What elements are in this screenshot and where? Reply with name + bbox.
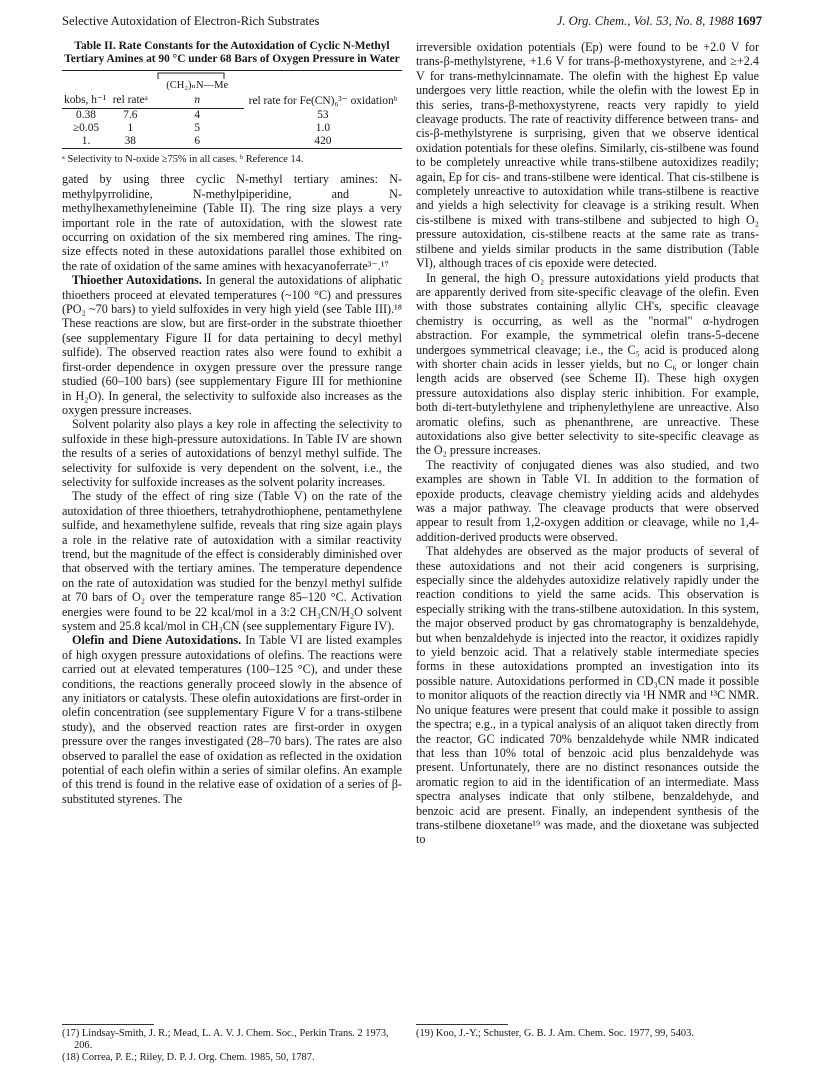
table-row: ≥0.05 1 5 1.0 [72, 122, 331, 135]
running-header-journal [557, 14, 762, 29]
table-caption: Table II. Rate Constants for the Autoxidation of Cyclic N-Methyl Tertiary Amines at 90 °C under 68 Bars of Oxygen Pressure in Water [64, 40, 400, 66]
footnotes-right [416, 1028, 759, 1040]
column-header-rel-rate: rel rateᵃ [110, 93, 150, 109]
footnote-divider [416, 1024, 508, 1025]
footnote: (18) Correa, P. E.; Riley, D. P. J. Org. Chem. 1985, 50, 1787. [62, 1052, 315, 1063]
journal-name: J. Org. Chem., [556, 14, 631, 28]
paragraph: The reactivity of conjugated dienes was also studied, and two examples are shown in Table VI. In addition to the formation of epoxide products, cleavage chemistry yielding acids and aldehydes was a major pathway. The cleavage products that were observed appear to result from 1,2-oxygen addition or cleavage, while no 1,4-addition-derived products were observed. [416, 457, 759, 544]
footnote-divider [62, 1024, 154, 1025]
column-header-kobs-label: kobs, h⁻¹ [62, 93, 110, 109]
right-column [416, 40, 759, 847]
table-row: 0.38 7.6 4 53 [76, 109, 329, 122]
column-header-n: n [151, 93, 244, 109]
paragraph: That aldehydes are observed as the major products of several of these autoxidations and not their acid congeners is surprising, especially since the aldehydes autoxidize relatively rapidly under the reaction conditions to yield the same acids. This observation is especially striking with the trans-stilbene autoxidation. In this system, the major observed product by gas chromatography is benzaldehyde, but when benzaldehyde is injected into the reactor, it oxidizes rapidly to yield benzoic acid. That a relatively stable intermediate species forms in these autoxidations prompted an investigation into its possible nature. Autoxidations performed in CD₃CN made it possible to monitor aliquots of the reaction directly via ¹H NMR and ¹³C NMR. No unique features were present that could make it possible to assign the spectra; e.g., in a typical analysis of an aliquot taken directly from the reactor, GC indicated 70% benzaldehyde while NMR indicated that less than 10% total of benzoic acid plus benzaldehyde was present. Unfortunately, there are no distinct resonances outside the aromatic region to aid in the identification of an intermediate. Mass spectra analyses indicate that only stilbene, benzaldehyde, and benzoic acid are present. Finally, an independent synthesis of the trans-stilbene dioxetane¹⁹ was made, and the dioxetane was subjected to [416, 544, 759, 847]
running-header-title: Selective Autoxidation of Electron-Rich Substrates [62, 14, 320, 28]
footnote: (17) Lindsay-Smith, J. R.; Mead, L. A. V. J. Chem. Soc., Perkin Trans. 2 1973, 206. [62, 1028, 389, 1051]
paragraph: The study of the effect of ring size (Table V) on the rate of the autoxidation of three thioethers, tetrahydrothiophene, pentamethylene sulfide, and hexamethylene sulfide, reveals that ring size again plays a role in the relative rate of autoxidation with a similar reactivity trend, but the magnitude of the effect is considerably diminished over that observed with the tertiary amines. The temperature dependence on the rate of autoxidation was studied for the benzyl methyl sulfide at 70 bars of O₂ over the temperature range 85–120 °C. Activation energies were found to be 22 kcal/mol in a 3:2 CH₃CN/H₂O solvent system and 25.8 kcal/mol in CH₃CN (see supplementary Figure IV). [62, 489, 402, 633]
section-heading-olefin: Olefin and Diene Autoxidations. [72, 633, 242, 648]
rate-constants-table [62, 70, 402, 149]
paragraph: In general, the high O₂ pressure autoxidations yield products that are apparently derived from site-specific cleavage of the olefin. Even with those substrates containing allylic CH's, specific cleavage chemistry is occurring, as well as the "normal" α-hydrogen abstraction. For example, the symmetrical olefin trans-5-decene undergoes symmetrical cleavage; i.e., the C₅ acid is produced along with shorter chain acids in lesser yields, but no C₆ or longer chain length acids are observed (see Scheme II). These high oxygen pressure autoxidations also display steric inhibition. For example, both di-tert-butylethylene and triphenylethylene are unreactive. Also aromatic olefins, such as phenanthrene, are unreactive. These autoxidations also give better selectivity to site-specific cleavage as the O₂ pressure increases. [416, 270, 759, 458]
column-header-empty [110, 71, 150, 94]
column-header-kobs [62, 71, 110, 94]
page-number: 1697 [736, 14, 762, 28]
paragraph: Olefin and Diene Autoxidations. In Table VI are listed examples of high oxygen pressure autoxidations of olefins. The reactions were carried out at elevated temperatures (100–125 °C), and under these conditions, the reactions generally proceed slowly in the absence of any initiators or catalysts. These olefin autoxidations are first-order in olefin concentration (see supplementary Figure V for a trans-stilbene study), and the observed reaction rates are first-order in oxygen pressure over the ranges investigated (28–70 bars). The rates are also observed to parallel the ease of oxidation as reflected in the oxidation potential of each olefin within a series of similar olefins. An example of this trend is found in the relative ease of oxidation of a series of β-substituted styrenes. The [62, 633, 403, 806]
paragraph: Solvent polarity also plays a key role in affecting the selectivity to sulfoxide in these high-pressure autoxidations. In Table IV are shown the results of a series of autoxidations of benzyl methyl sulfide. The selectivity for sulfoxide is very dependent on the solvent, i.e., the selectivity for sulfoxide increases as the solvent polarity increases. [62, 417, 402, 489]
section-heading-thioether: Thioether Autoxidations. [72, 273, 202, 288]
ring-structure [151, 71, 244, 94]
table-row: 1. 38 6 420 [62, 135, 402, 149]
paragraph: irreversible oxidation potentials (Ep) were found to be +2.0 V for trans-β-methylstyrene, +1.6 V for trans-β-methoxystyrene, and ≥+2.4 V for trans-methylcinnamate. The olefin with the highest Ep value undergoes very little reaction, while the olefin with the lowest Ep in this series, trans-β-methoxystyrene, reacts very rapidly to yield cleavage products. The rate of reactivity difference between trans- and cis-β-methylstyrene is surprising, given that we observe identical oxidation potentials for these olefins. Similarly, cis-stilbene was found to be completely unreactive while trans-stilbene autoxidizes readily; again, Ep for cis- and trans-stilbene were identical. That cis-stilbene is completely unreactive to autoxidation while trans-stilbene is reactive and yields a high selectivity for cleavage is a striking result. When cis-stilbene is mixed with trans-stilbene and subjected to high O₂ pressure autoxidation, cis-stilbene reacts at the same rate as trans-stilbene and yields similar products in the same distribution (Table VI), although traces of cis epoxide were detected. [416, 40, 759, 271]
ring-structure-label: (CH₂)ₙN—Me [166, 80, 229, 92]
column-header-fe-oxidation: rel rate for Fe(CN)₆³⁻ oxidationᵇ [244, 71, 402, 109]
table-footnote: ᵃ Selectivity to N-oxide ≥75% in all cases. ᵇ Reference 14. [62, 154, 304, 166]
paragraph: Thioether Autoxidations. In general the autoxidations of aliphatic thioethers proceed at elevated temperatures (~100 °C) and pressures (PO₂ ~70 bars) to yield sulfoxides in very high yield (see Table III).¹⁸ These reactions are slow, but are first-order in the substrate thioether (see supplementary Figure II for data pertaining to decyl methyl sulfide). The observed reaction rates also were found to exhibit a first-order dependence in oxygen pressure over the pressure range studied (60–100 bars) (see supplementary Figure III for methionine in H₂O). In general, the selectivity to sulfoxide also increases as the oxygen pressure increases. [62, 273, 402, 417]
journal-volume: Vol. 53, No. 8, 1988 [633, 14, 734, 28]
footnote: (19) Koo, J.-Y.; Schuster, G. B. J. Am. Chem. Soc. 1977, 99, 5403. [416, 1028, 694, 1039]
paragraph: gated by using three cyclic N-methyl tertiary amines: N-methylpyrrolidine, N-methylpiperidine, and N-methylhexamethyleneimine (Table II). The ring size plays a very important role in the rate of autoxidation, with the slowest rate occurring on oxidation of the six membered ring amines. The ring-size effects noted in these autoxidations parallel those exhibited on the rate of oxidation of the same amines with hexacyanoferrate³⁻.¹⁷ [62, 172, 402, 273]
left-column [62, 40, 402, 806]
footnotes-left [62, 1028, 402, 1064]
